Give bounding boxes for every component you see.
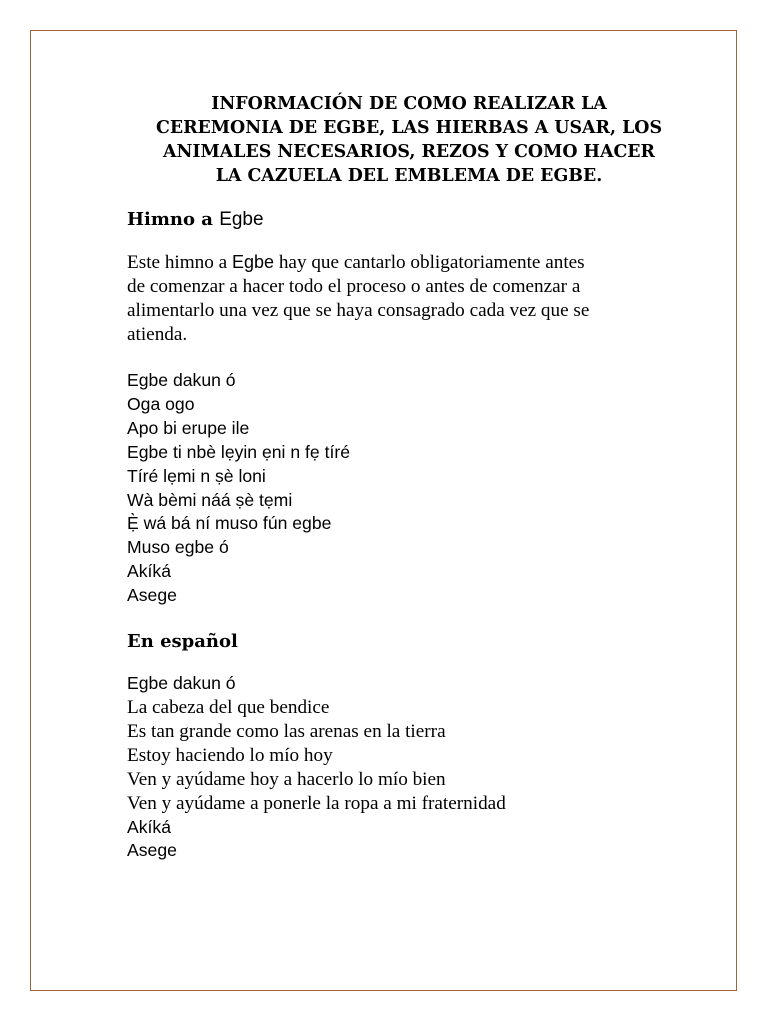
spanish-heading: En español (127, 631, 238, 653)
verse-line: Tíré lẹmi n ṣè loni (127, 465, 266, 486)
spanish-verse (127, 672, 687, 863)
verse-line: Es tan grande como las arenas en la tierra (127, 720, 446, 742)
hymn-heading (127, 208, 687, 232)
verse-line: Estoy haciendo lo mío hoy (127, 744, 333, 766)
verse-line: Akíká (127, 561, 172, 582)
paragraph-line: de comenzar a hacer todo el proceso o antes de comenzar a (127, 276, 581, 297)
paragraph-line (127, 250, 687, 275)
paragraph-text-egbe: Egbe (231, 252, 275, 272)
intro-paragraph (127, 250, 687, 347)
hymn-heading-word: Egbe (219, 209, 264, 230)
verse-line: Asege (127, 585, 177, 606)
verse-line: Muso egbe ó (127, 537, 229, 558)
paragraph-line: atienda. (127, 324, 188, 345)
verse-line: Oga ogo (127, 393, 195, 414)
document-title (119, 92, 699, 188)
verse-line: Apo bi erupe ile (127, 417, 250, 438)
title-line: CEREMONIA DE EGBE, LAS HIERBAS A USAR, LOS (155, 118, 663, 138)
paragraph-text: Este himno a (127, 252, 232, 273)
verse-line: Ven y ayúdame a ponerle la ropa a mi fraternidad (127, 792, 506, 814)
title-line: LA CAZUELA DEL EMBLEMA DE EGBE. (215, 166, 603, 186)
verse-line: Egbe ti nbè lẹyin ẹni n fẹ tíré (127, 441, 350, 462)
verse-line: Egbe dakun ó (127, 370, 236, 390)
paragraph-line: alimentarlo una vez que se haya consagrado cada vez que se (127, 300, 590, 321)
verse-line: Ẹ̀ wá bá ní muso fún egbe (127, 513, 332, 534)
document-body (127, 92, 687, 863)
verse-line: Egbe dakun ó (127, 673, 236, 694)
paragraph-text: hay que cantarlo obligatoriamente antes (274, 252, 585, 273)
title-line: INFORMACIÓN DE COMO REALIZAR LA (211, 94, 607, 114)
hymn-heading-prefix: Himno a (127, 209, 220, 230)
verse-line: Ven y ayúdame hoy a hacerlo lo mío bien (127, 768, 446, 790)
title-line: ANIMALES NECESARIOS, REZOS Y COMO HACER (163, 142, 655, 162)
yoruba-verse (127, 369, 687, 608)
verse-line: La cabeza del que bendice (127, 696, 330, 718)
verse-line: Asege (127, 840, 177, 861)
verse-line: Akíká (127, 816, 172, 837)
verse-line: Wà bèmi náá ṣè tẹmi (127, 489, 293, 510)
